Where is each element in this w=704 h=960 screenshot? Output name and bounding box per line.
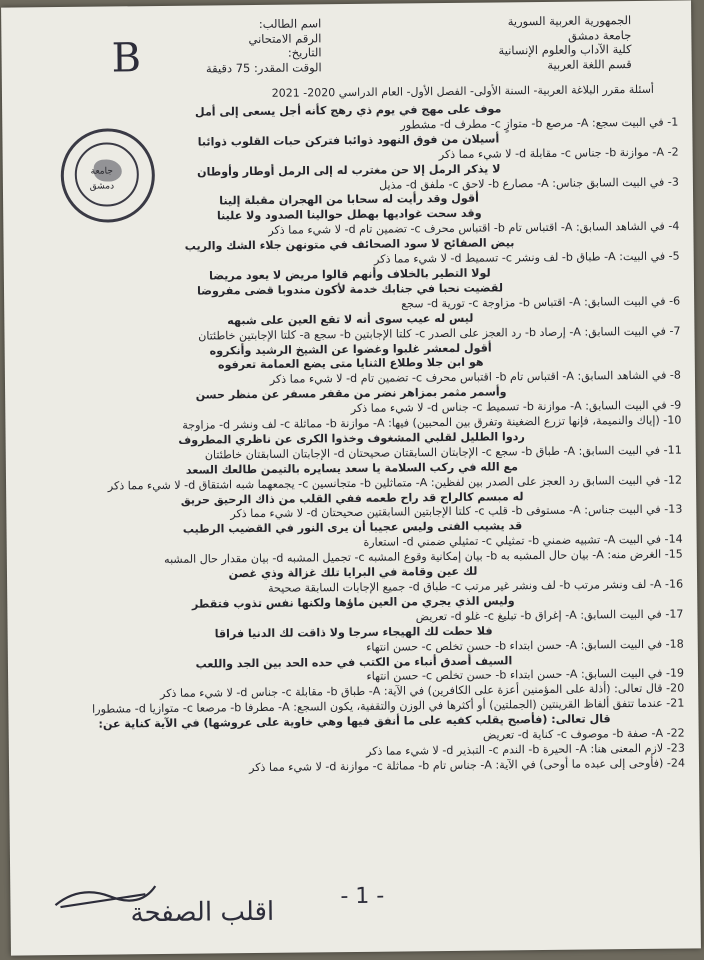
verse-line: أقول لمعشر غلبوا وغضوا عن الشيخ الرشيد وأنكروه: [209, 341, 492, 357]
question-line: 6- في البيت السابق: A- اقتباس b- مزاوجة c- تورية d- سجع: [401, 294, 681, 311]
question-line: 13- في البيت جناس: A- مستوفى b- قلب c- كلتا الإجابتين السابقتين صحيحتان d- لا شيء مما ذكر: [230, 503, 683, 521]
header-line: اسم الطالب:: [258, 16, 322, 31]
question-line: 10- (إياك والنميمة، فإنها تزرع الضغينة وتفرق بين المحبين) فيها: A- موازنة b- مماثلة c- لف ونشر d- مزاوجة: [182, 413, 682, 432]
verse-line: قد يشيب الفتى وليس عجيبا أن يرى النور في القضيب الرطيب: [182, 519, 523, 537]
question-line: 22- A- صفة b- موصوف c- كناية d- تعريض: [482, 726, 685, 742]
question-line: 18- في البيت السابق: A- حسن ابتداء b- حسن تخلص c- حسن انتهاء: [366, 637, 684, 654]
header-line: جامعة دمشق: [568, 27, 632, 43]
question-line: 24- (فأوحى إلى عبده ما أوحى) في الآية: A- جناس تام b- مماثلة c- موازنة d- لا شيء مما ذكر: [249, 756, 686, 774]
verse-line: فلا حطت لك الهيجاء سرجا ولا ذاقت لك الدنيا فراقا: [214, 624, 493, 641]
question-line: 1- في البيت سجع: A- مرصع b- متوازٍ c- مطرف d- مشطور: [400, 115, 679, 132]
question-line: 5- في البيت: A- طباق b- لف ونشر c- تسميط d- لا شيء مما ذكر: [374, 249, 680, 266]
verse-line: لولا التطير بالخلاف وأنهم قالوا مريض لا يعود مريضا: [209, 266, 491, 283]
verse-line: موف على مهج في يوم ذي رهج كأنه أجل يسعى إلى أمل: [194, 102, 502, 119]
header-line: الجمهورية العربية السورية: [507, 13, 632, 29]
question-line: 7- في البيت السابق: A- إرصاد b- رد العجز على الصدر c- كلتا الإجابتين b- سجع a- كلتا الإجابتين خاطئتان: [198, 324, 681, 343]
verse-line: ليس له عيب سوى أنه لا تقع العين على شبهه: [227, 311, 474, 327]
exam-version-mark: B: [111, 35, 142, 82]
question-line: 20- قال تعالى: (أذلة على المؤمنين أعزة على الكافرين) في الآية: A- طباق b- مقابلة c- جناس d- لا شيء مما ذكر: [160, 681, 685, 701]
question-line: 3- في البيت السابق جناس: A- مصارع b- لاحق c- ملفق d- مذيل: [378, 175, 679, 192]
verse-line: وليس الذي يجري من العين ماؤها ولكنها نفس تذوب فتقطر: [191, 594, 515, 611]
question-line: 16- A- لف ونشر مرتب b- لف ونشر غير مرتب c- طباق d- جميع الإجابات السابقة صحيحة: [268, 577, 684, 595]
question-line: 11- في البيت السابق: A- طباق b- سجع c- الإجابتان السابقتان صحيحتان d- الإجابتان السابقتان خاطئتان: [204, 443, 682, 462]
verse-line: له مبسم كالراح قد راح طعمه ففي القلب من ذاك الرحيق حريق: [180, 489, 524, 507]
question-line: 12- في البيت السابق رد العجز على الصدر بين لفظين: A- متماثلين b- متجانسين c- يجمعهما شبه اشتقاق d- لا شيء مما ذكر: [107, 473, 683, 493]
verse-line: أسيلان من فوق النهود ذوائبا فتركن حبات القلوب ذوائبا: [197, 132, 500, 149]
question-line: 17- في البيت السابق: A- إغراق b- تبليغ c- غلو d- تعريض: [415, 607, 684, 624]
verse-line: لقضيت نحبا في جنابك خدمة لأكون مندوبا قضى مفروضا: [197, 281, 504, 298]
verse-line: ردوا الطليل لقلبي المشغوف وخذوا الكرى عن ناظري المطروف: [178, 430, 525, 447]
verse-line: أقول وقد رأيت له سحابا من الهجران مقبلة إلينا: [219, 192, 479, 208]
verse-line: وأسمر مثمر بمزاهر نضر من مقفر مسفر عن منظر حسن: [195, 385, 507, 402]
stamp-text: جامعة دمشق: [89, 166, 115, 192]
header-line: الرقم الامتحاني: [248, 30, 322, 46]
verse-line: لا يذكر الرمل إلا حن مغترب له إلى الرمل أوطار وأوطان: [197, 162, 501, 179]
header-line: الوقت المقدر: 75 دقيقة: [205, 59, 322, 75]
question-line: 9- في البيت السابق: A- موازنة b- تسميط c- جناس d- لا شيء مما ذكر: [350, 398, 682, 416]
verse-line: قال تعالى: (فأصبح يقلب كفيه على ما أنفق فيها وهي خاوية على عروشها) في الآية كناية عن:: [98, 712, 611, 731]
question-line: 23- لازم المعنى هنا: A- الحيرة b- الندم c- التبذير d- لا شيء مما ذكر: [365, 741, 685, 758]
exam-paper: [1, 0, 701, 955]
verse-line: مع الله في ركب السلامة يا سعد يسايره بالتيمن طالعك السعد: [185, 460, 518, 477]
question-line: 8- في الشاهد السابق: A- اقتباس تام b- اقتباس محرف c- تضمين تام d- لا شيء مما ذكر: [269, 368, 682, 387]
institution-header: [431, 13, 632, 73]
turn-page-note: اقلب الصفحة: [130, 896, 275, 929]
question-line: 14- في البيت A- تشبيه ضمني b- تمثيلي c- تمثيلي ضمني d- استعارة: [363, 532, 683, 550]
question-line: 19- في البيت السابق: A- حسن ابتداء b- حسن تخلص c- حسن انتهاء: [366, 666, 685, 684]
page-footer: [10, 860, 701, 937]
verse-line: هو ابن جلا وطلاع الثنايا متى يضع العمامة تعرفوه: [217, 356, 484, 372]
verse-line: وقد سحت غواديها بهطل حوالينا الصدود ولا علينا: [216, 206, 482, 223]
verse-line: بيض الصفائح لا سود الصحائف في متونهن جلاء الشك والريب: [184, 236, 515, 253]
question-line: 15- الغرض منه: A- بيان حال المشبه به b- بيان إمكانية وقوع المشبه c- تجميل المشبه d- بيان مقدار حال المشبه: [164, 547, 683, 567]
question-line: 21- عندما تتفق ألفاظ القرينتين (الجملتين) أو أكثرها في الوزن والتقفية، يكون السجع: A- مطرفا b- مرصعا c- متوازيا d- مشطورا: [92, 696, 685, 716]
question-line: 2- A- موازنة b- جناس c- مقابلة d- لا شيء مما ذكر: [438, 145, 679, 161]
verse-line: السيف أصدق أنباء من الكتب في حده الحد بين الجد واللعب: [195, 653, 513, 671]
page-number: - 1 -: [340, 883, 385, 910]
question-list: [18, 101, 685, 779]
verse-line: لك عين وقامة في البرايا تلك غزالة وذي غصن: [228, 564, 478, 581]
student-info-header: [181, 16, 322, 75]
exam-title: أسئلة مقرر البلاغة العربية- السنة الأولى- الفصل الأول- العام الدراسي 2020- 2021: [271, 82, 655, 100]
header-line: قسم اللغة العربية: [547, 56, 632, 72]
exam-document: [1, 0, 691, 774]
header-line: كلية الآداب والعلوم الإنسانية: [498, 42, 632, 58]
header-line: التاريخ:: [287, 45, 322, 60]
question-line: 4- في الشاهد السابق: A- اقتباس تام b- اقتباس محرف c- تضمين تام d- لا شيء مما ذكر: [268, 219, 680, 238]
